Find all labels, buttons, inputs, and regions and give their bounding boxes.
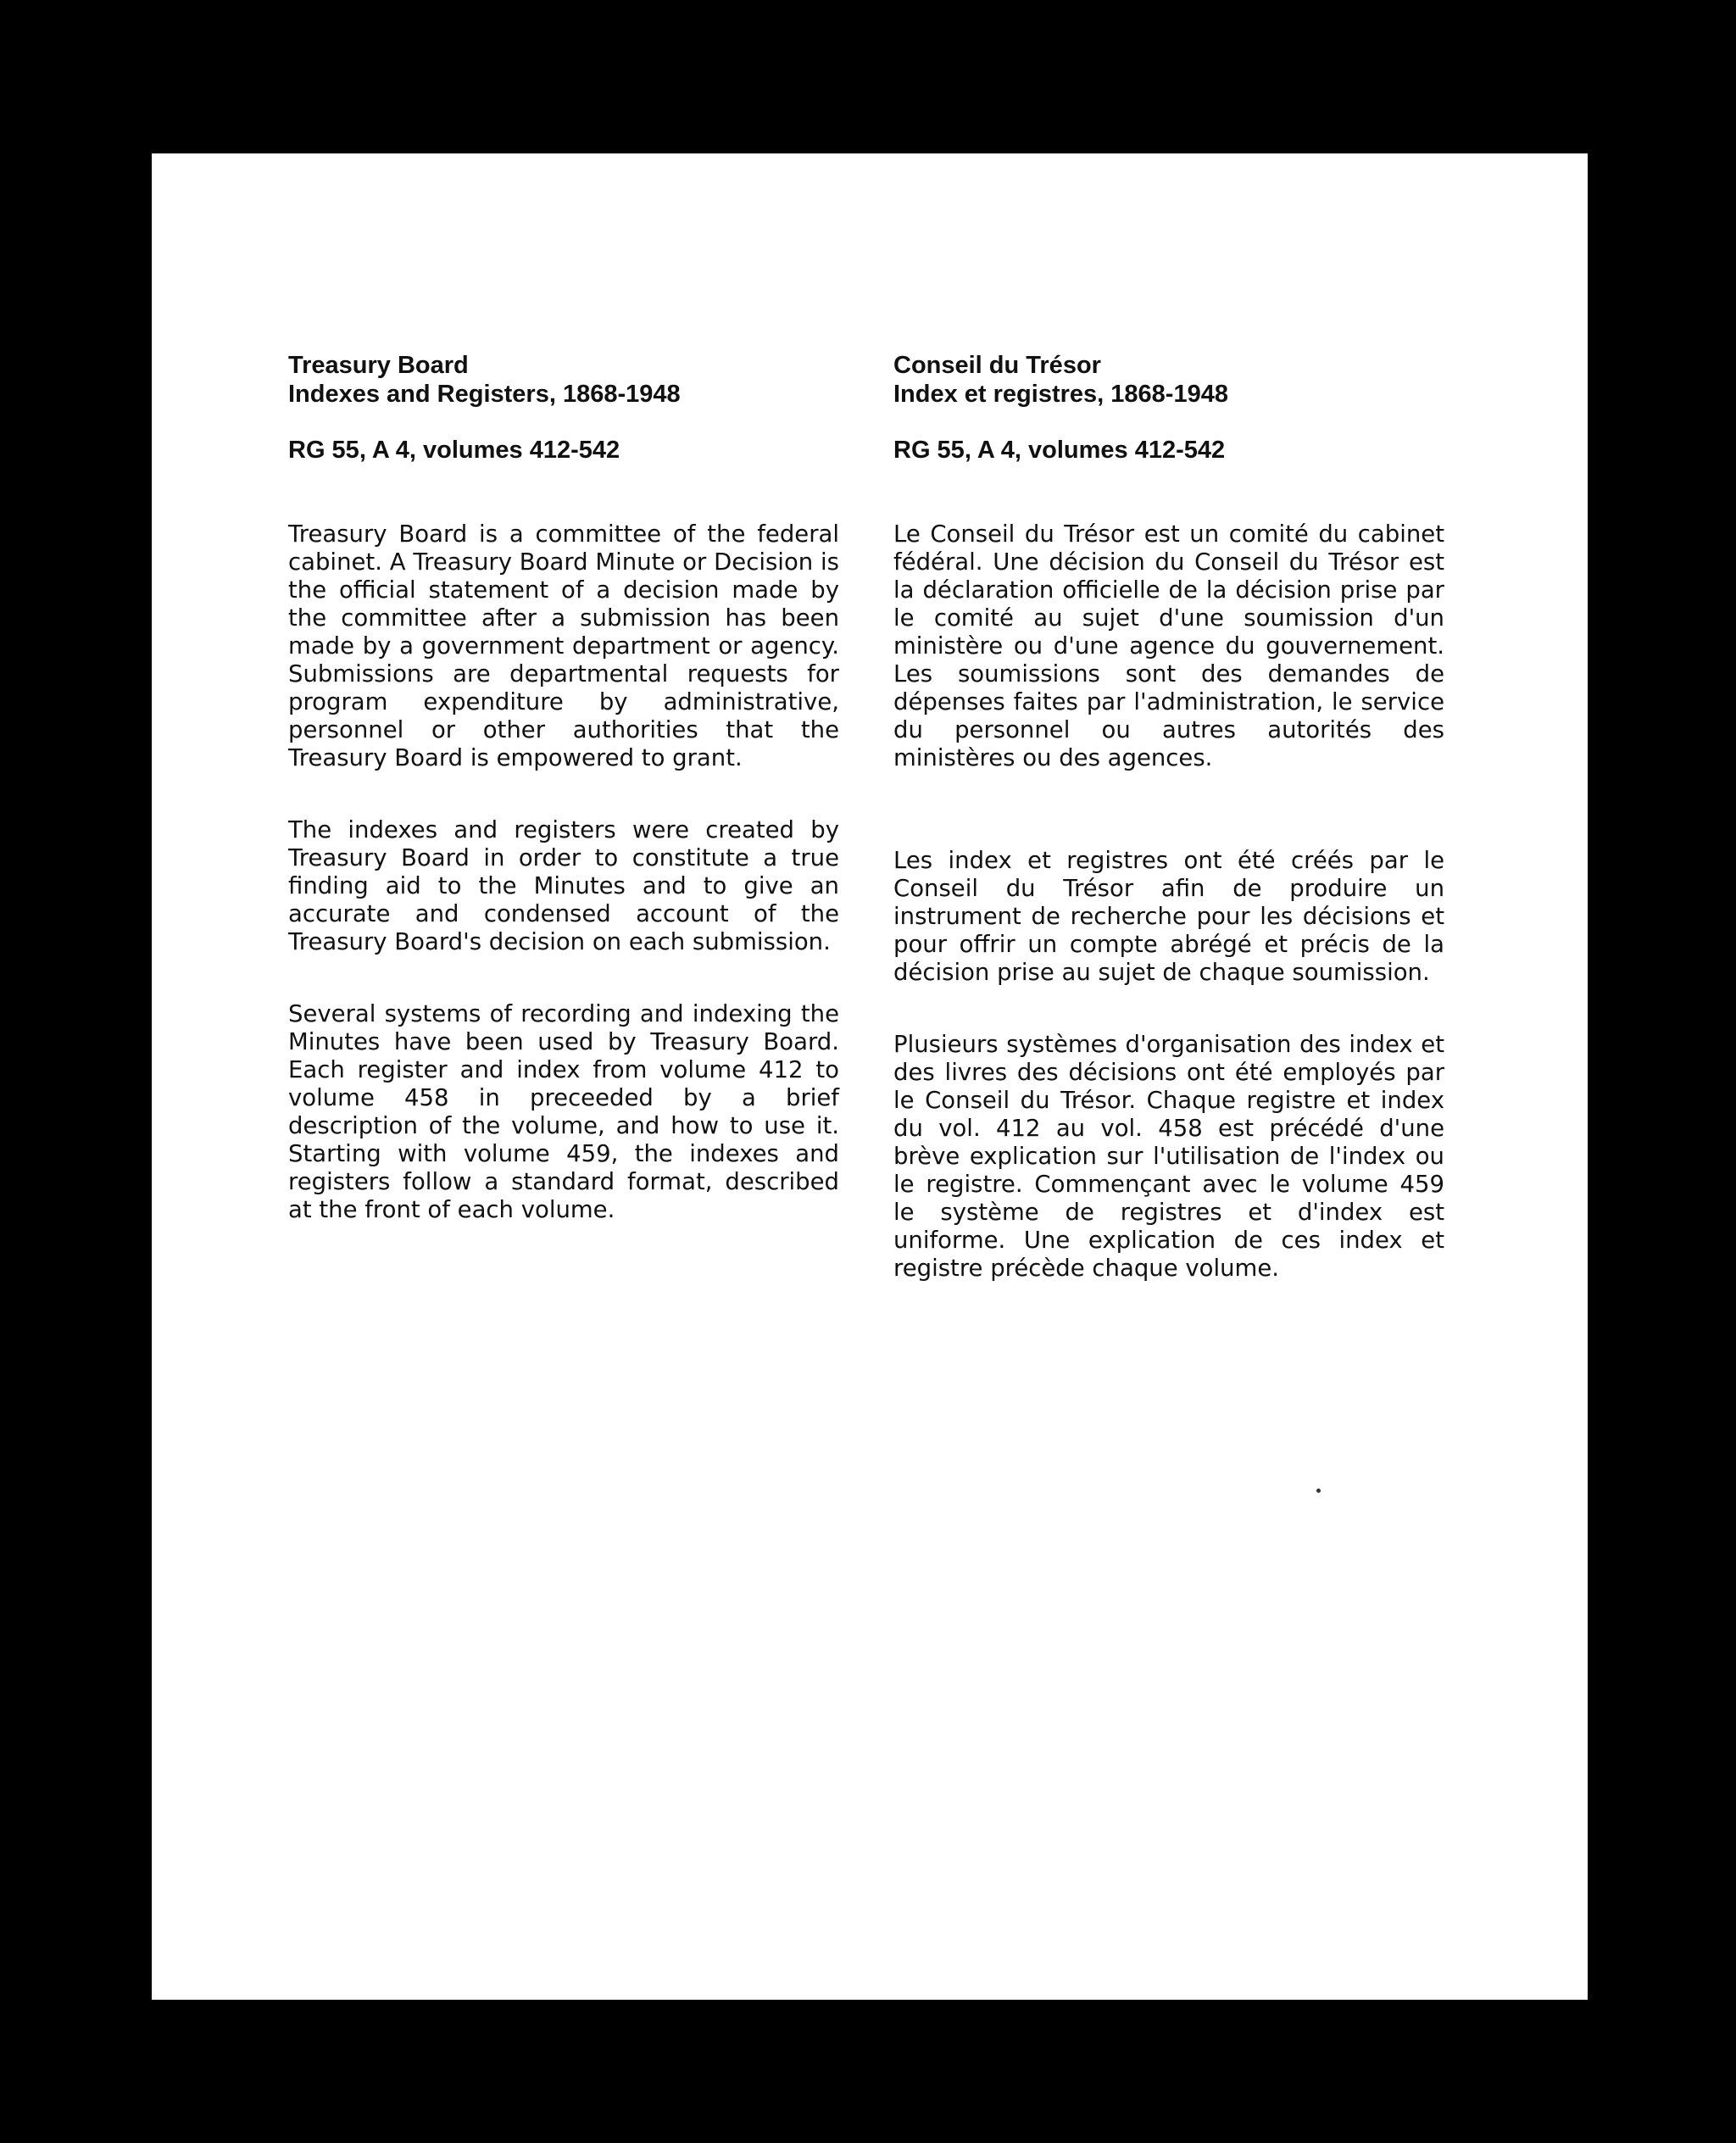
- english-subtitle: Indexes and Registers, 1868-1948: [288, 381, 681, 408]
- paper-sheet: [152, 153, 1588, 2000]
- french-reference: RG 55, A 4, volumes 412-542: [893, 437, 1226, 464]
- english-reference: RG 55, A 4, volumes 412-542: [288, 437, 620, 464]
- english-title: Treasury Board: [288, 352, 469, 379]
- english-column: [288, 351, 839, 1224]
- french-column: [893, 351, 1444, 1283]
- french-title: Conseil du Trésor: [893, 352, 1101, 379]
- french-subtitle: Index et registres, 1868-1948: [893, 381, 1228, 408]
- english-paragraph-3: Several systems of recording and indexing the Minutes have been used by Treasury Board. Each register and index from volume 412 to volume 458 in preceeded by a brief description of the volume, and how to use it. Starting with volume 459, the indexes and registers follow a standard format, described at the front of each volume.: [288, 1000, 839, 1223]
- english-paragraph-1: Treasury Board is a committee of the federal cabinet. A Treasury Board Minute or Decision is the official statement of a decision made by the committee after a submission has been made by a government department or agency. Submissions are departmental requests for program expenditure by administrative, personnel or other authorities that the Treasury Board is empowered to grant.: [288, 520, 839, 771]
- english-paragraph-2: The indexes and registers were created by Treasury Board in order to constitute a true finding aid to the Minutes and to give an accurate and condensed account of the Treasury Board's decision on each submission.: [288, 816, 839, 955]
- scan-speck: [1316, 1489, 1321, 1493]
- french-paragraph-2: Les index et registres ont été créés par le Conseil du Trésor afin de produire un instrument de recherche pour les décisions et pour offrir un compte abrégé et précis de la décision prise au sujet de chaque soumission.: [893, 847, 1444, 986]
- french-paragraph-1: Le Conseil du Trésor est un comité du cabinet fédéral. Une décision du Conseil du Trésor est la déclaration officielle de la décision prise par le comité au sujet d'une soumission d'un ministère ou d'une agence du gouvernement. Les soumissions sont des demandes de dépenses faites par l'administration, le service du personnel ou autres autorités des ministères ou des agences.: [893, 520, 1444, 771]
- french-paragraph-3: Plusieurs systèmes d'organisation des index et des livres des décisions ont été employés par le Conseil du Trésor. Chaque registre et index du vol. 412 au vol. 458 est précédé d'une brève explication sur l'utilisation de l'index ou le registre. Commençant avec le volume 459 le système de registres et d'index est uniforme. Une explication de ces index et registre précède chaque volume.: [893, 1031, 1444, 1282]
